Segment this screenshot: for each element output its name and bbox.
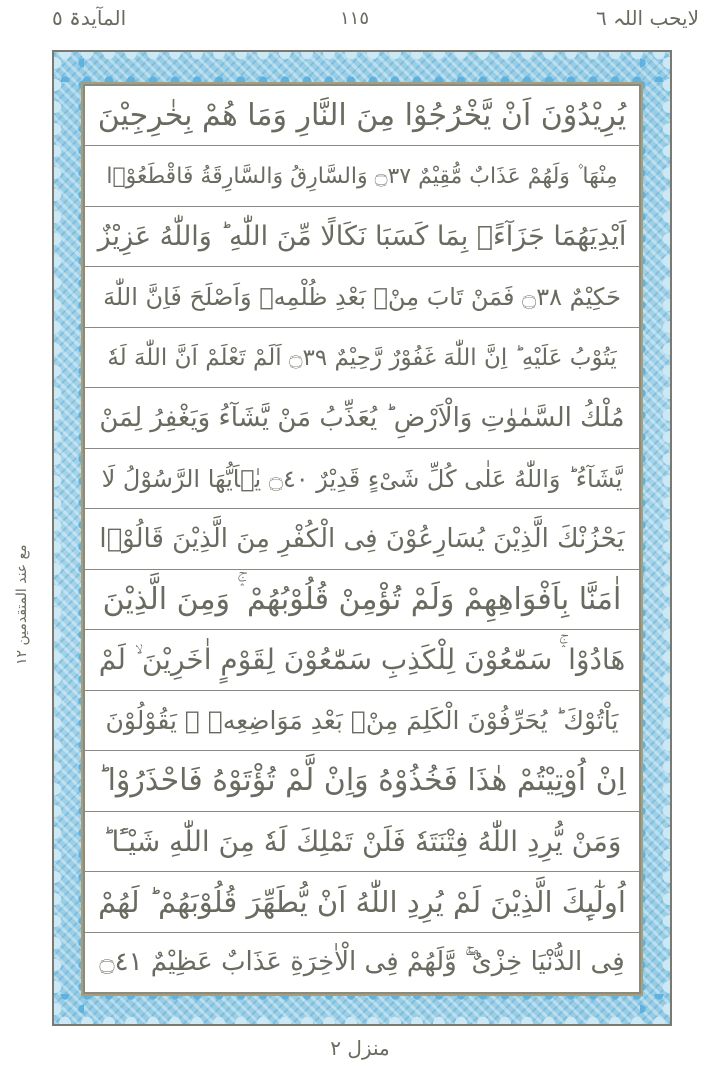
verse-line-7: یَّشَآءُ ؕ وَاللّٰهُ عَلٰی كُلِّ شَیْءٍ قَدِیْرٌ ۝٤٠ یٰۤاَیُّهَا الرَّسُوْلُ لَا [85,449,639,509]
ornamental-frame [52,50,672,1026]
text-panel [83,84,641,994]
verse-line-13: وَمَنْ یُّرِدِ اللّٰهُ فِتْنَتَهٗ فَلَنْ تَمْلِكَ لَهٗ مِنَ اللّٰهِ شَیْـًٔا ؕ [85,812,639,872]
verse-line-5: یَتُوْبُ عَلَیْهِ ؕ اِنَّ اللّٰهَ غَفُوْرٌ رَّحِیْمٌ ۝٣٩ اَلَمْ تَعْلَمْ اَنَّ اللّٰهَ لَهٗ [85,328,639,388]
verse-line-10: هَادُوْا ۛۚ سَمّٰعُوْنَ لِلْكَذِبِ سَمّٰعُوْنَ لِقَوْمٍ اٰخَرِیْنَ ۙ لَمْ [85,630,639,690]
manzil-footer: منزل ٢ [330,1036,390,1060]
verse-line-11: یَاْتُوْكَ ؕ یُحَرِّفُوْنَ الْكَلِمَ مِنْۢ بَعْدِ مَوَاضِعِهٖ ۚ یَقُوْلُوْنَ [85,691,639,751]
verse-lines [85,86,639,992]
verse-line-14: اُولٰٓىِٕكَ الَّذِیْنَ لَمْ یُرِدِ اللّٰهُ اَنْ یُّطَهِّرَ قُلُوْبَهُمْ ؕ لَهُمْ [85,872,639,932]
frame-pattern-right [640,52,670,1024]
verse-line-2: مِنْهَا ۫ وَلَهُمْ عَذَابٌ مُّقِیْمٌ ۝٣٧ وَالسَّارِقُ وَالسَّارِقَةُ فَاقْطَعُوْۤا [85,146,639,206]
surah-name-header: المآیدۃ ٥ [52,6,127,30]
juz-name-header: لایحب اللہ ٦ [596,6,699,30]
frame-pattern-bottom [54,994,670,1024]
verse-line-3: اَیْدِیَهُمَا جَزَآءًۢ بِمَا كَسَبَا نَكَالًا مِّنَ اللّٰهِ ؕ وَاللّٰهُ عَزِیْزٌ [85,207,639,267]
frame-pattern-left [54,52,84,1024]
verse-line-12: اِنْ اُوْتِیْتُمْ هٰذَا فَخُذُوْهُ وَاِنْ لَّمْ تُؤْتَوْهُ فَاحْذَرُوْا ؕ [85,751,639,811]
verse-line-8: یَحْزُنْكَ الَّذِیْنَ یُسَارِعُوْنَ فِی الْكُفْرِ مِنَ الَّذِیْنَ قَالُوْۤا [85,509,639,569]
frame-pattern-top [54,52,670,82]
verse-line-6: مُلْكُ السَّمٰوٰتِ وَالْاَرْضِ ؕ یُعَذِّبُ مَنْ یَّشَآءُ وَیَغْفِرُ لِمَنْ [85,388,639,448]
verse-line-1: یُرِیْدُوْنَ اَنْ یَّخْرُجُوْا مِنَ النَّارِ وَمَا هُمْ بِخٰرِجِیْنَ [85,86,639,146]
verse-line-9: اٰمَنَّا بِاَفْوَاهِهِمْ وَلَمْ تُؤْمِنْ قُلُوْبُهُمْ ۛۚ وَمِنَ الَّذِیْنَ [85,570,639,630]
margin-note: مع عند المتقدمین ١٢ [14,544,30,666]
page-number: ١١٥ [340,8,370,29]
verse-line-15: فِی الدُّنْیَا خِزْیٌ ۚۖ وَّلَهُمْ فِی الْاٰخِرَةِ عَذَابٌ عَظِیْمٌ ۝٤١ [99,946,625,977]
verse-line-4: حَكِیْمٌ ۝٣٨ فَمَنْ تَابَ مِنْۢ بَعْدِ ظُلْمِهٖ وَاَصْلَحَ فَاِنَّ اللّٰهَ [85,267,639,327]
